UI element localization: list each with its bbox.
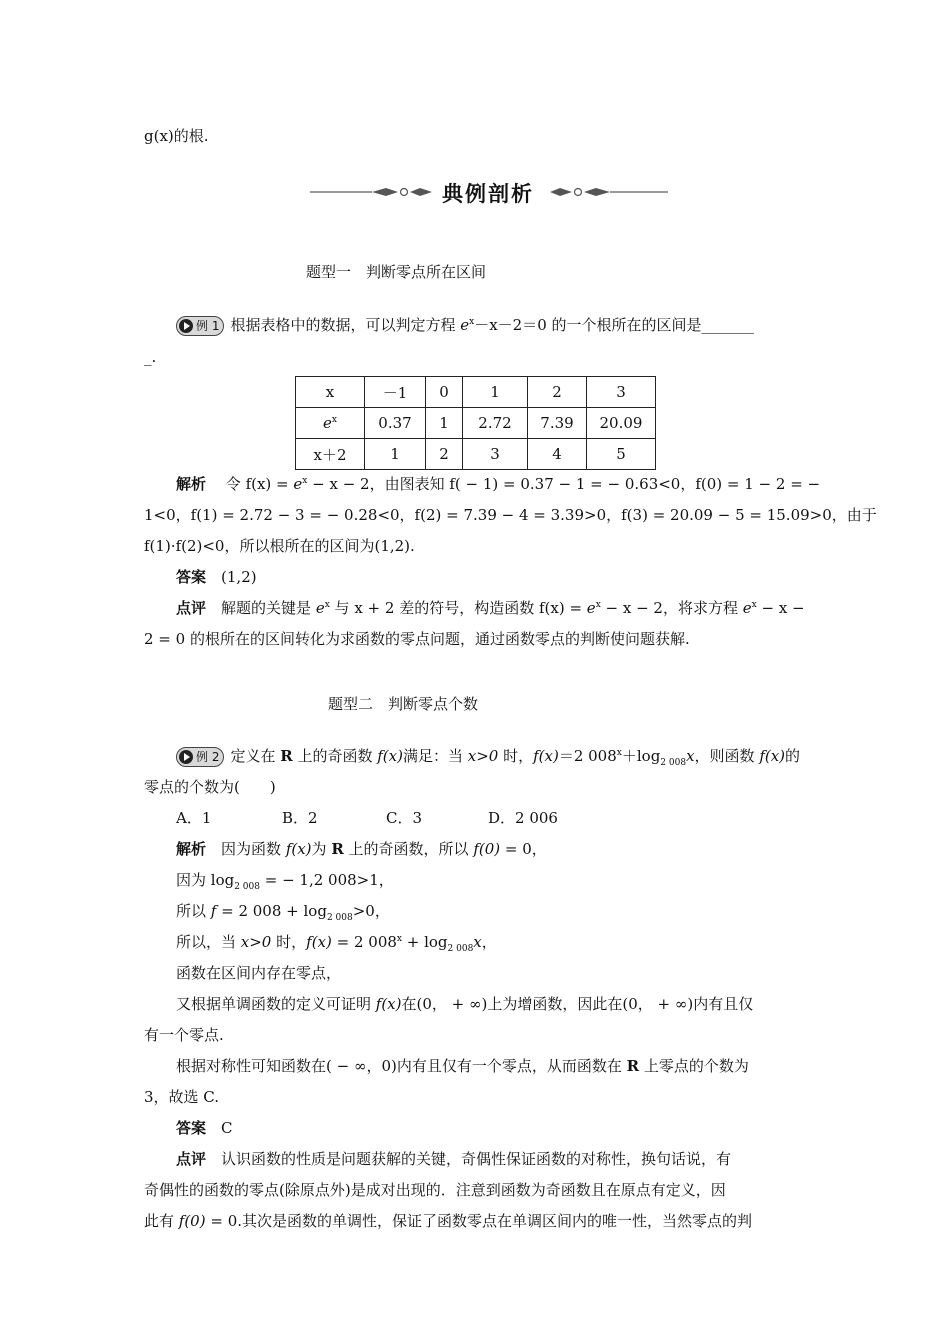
- data-table: [295, 376, 656, 470]
- example1-blank: _.: [144, 348, 157, 366]
- continuation-line: g(x)的根.: [144, 127, 209, 145]
- option-c: C．3: [386, 809, 423, 827]
- example2-question: 例 2 定义在 R 上的奇函数 f(x)满足：当 x>0 时，f(x)＝2 $008^x+\log_{2 008}x$，则函数 f(x)的: [176, 746, 840, 767]
- play-icon: [179, 319, 193, 333]
- solution2-line: 解析 因为函数 f(x)为 R 上的奇函数，所以 f(0) = 0，: [176, 840, 547, 858]
- solution2-line: 因为 $\log_{2 008}$ = − 1,2 008>1，: [176, 871, 394, 892]
- solution2-line: 又根据单调函数的定义可证明 f(x)在(0， + ∞)上为增函数，因此在(0， + ∞)内有且仅: [176, 995, 754, 1013]
- solution1-line: 1<0，f(1) = 2.72 − 3 = − 0.28<0，f(2) = 7.39 − 4 = 3.39>0，f(3) = 20.09 − 5 = 15.09>0，由于: [144, 506, 877, 524]
- comment2-line: 点评 认识函数的性质是问题获解的关键，奇偶性保证函数的对称性，换句话说，有: [176, 1150, 732, 1168]
- type2-heading: 题型二 判断零点个数: [328, 695, 479, 713]
- play-icon: [179, 750, 193, 764]
- option-d: D．2 006: [488, 809, 558, 827]
- solution2-line: 3，故选 C.: [144, 1088, 220, 1106]
- answer2: 答案 C: [176, 1119, 233, 1137]
- comment1-line: 点评 解题的关键是 $e^x$ 与 x + 2 差的符号，构造函数 $f(x) = e^x - x - 2$，将求方程 $e^x - x$ −: [176, 599, 805, 617]
- solution2-line: 所以，当 x>0 时，f(x) = 2 $008^x + \log_{2 008}x$，: [176, 933, 497, 954]
- example1-question: 例 1 根据表格中的数据，可以判定方程 $e^x-x-2=0$ 的一个根所在的区间是_______: [176, 315, 840, 336]
- answer1: 答案 (1,2): [176, 568, 257, 586]
- comment1-line: 2 = 0 的根所在的区间转化为求函数的零点问题，通过函数零点的判断使问题获解.: [144, 630, 690, 648]
- solution2-line: 有一个零点.: [144, 1026, 224, 1044]
- comment2-line: 此有 f(0) = 0.其次是函数的单调性，保证了函数零点在单调区间内的唯一性，当然零点的判: [144, 1212, 753, 1230]
- type1-heading: 题型一 判断零点所在区间: [306, 263, 487, 281]
- solution2-line: 函数在区间内存在零点，: [176, 964, 342, 982]
- option-a: A．1: [176, 809, 212, 827]
- example2-badge: 例 2: [176, 747, 224, 767]
- option-b: B．2: [282, 809, 318, 827]
- table-row: x －1 0 1 2 3: [296, 377, 656, 408]
- section-banner: [0, 176, 950, 208]
- example2-question-line2: 零点的个数为( ): [144, 778, 276, 796]
- solution2-line: 根据对称性可知函数在( − ∞，0)内有且仅有一个零点，从而函数在 R 上零点的个数为: [176, 1057, 749, 1075]
- solution2-line: 所以 f = 2 $008 + \log_{2 008}>0$，: [176, 902, 390, 923]
- section-title: 典例剖析: [442, 182, 534, 206]
- table-row: $e^x$ 0.37 1 2.72 7.39 20.09: [296, 408, 656, 439]
- left-ornament-icon: [310, 184, 434, 200]
- example1-badge: 例 1: [176, 316, 224, 336]
- solution1-line: 解析 令 $f(x) = e^x - x - 2$，由图表知 f( − 1) = 0.37 − 1 = − 0.63<0，f(0) = 1 − 2 = −: [176, 475, 821, 493]
- table-row: x＋2 1 2 3 4 5: [296, 439, 656, 470]
- comment2-line: 奇偶性的函数的零点(除原点外)是成对出现的．注意到函数为奇函数且在原点有定义，因: [144, 1181, 726, 1199]
- solution1-line: f(1)·f(2)<0，所以根所在的区间为(1,2).: [144, 537, 415, 555]
- right-ornament-icon: [548, 184, 672, 200]
